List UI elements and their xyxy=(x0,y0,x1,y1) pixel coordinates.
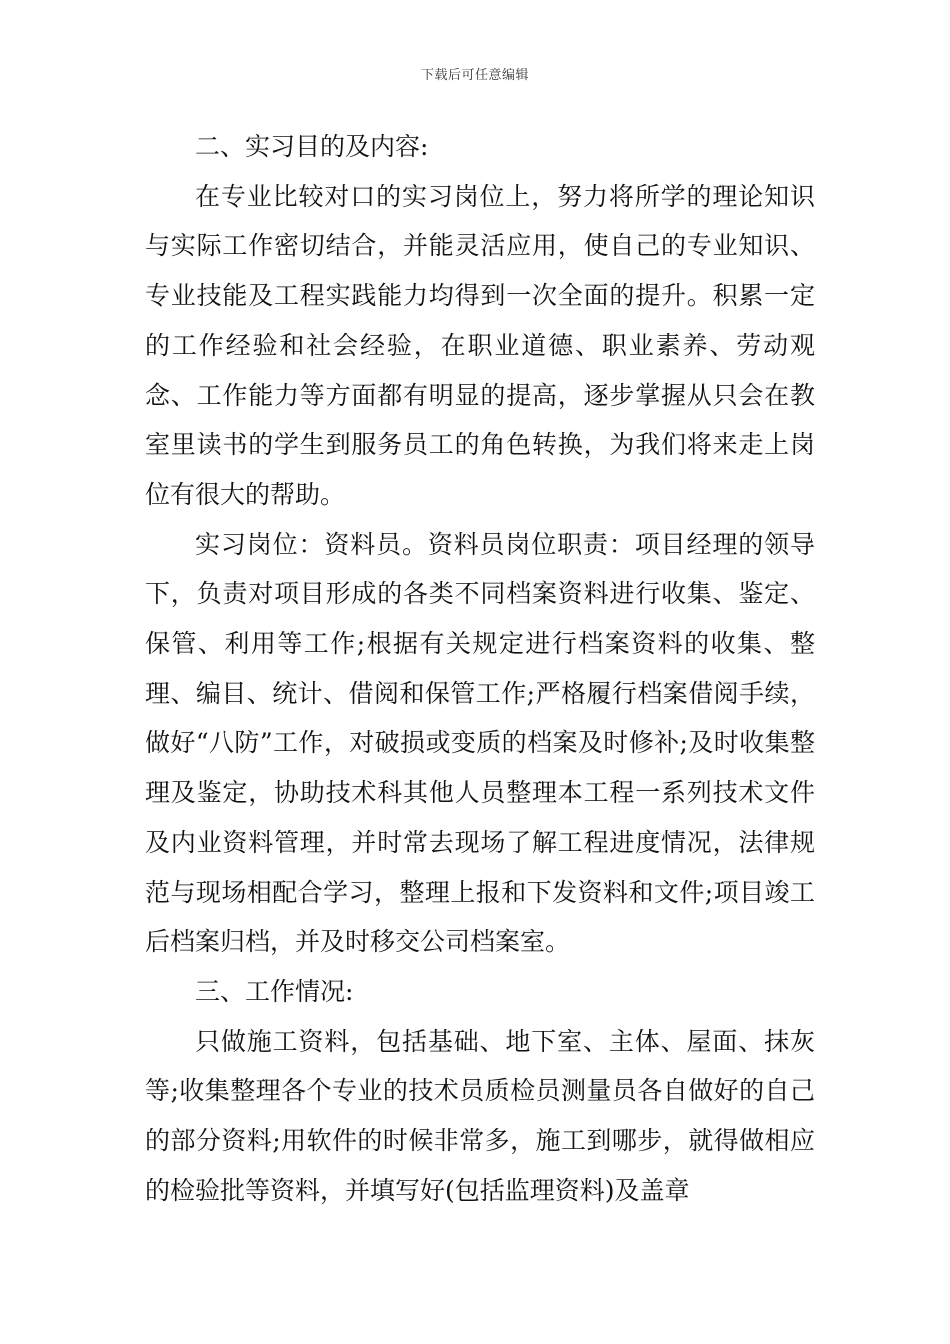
paragraph-work-details: 只做施工资料，包括基础、地下室、主体、屋面、抹灰等;收集整理各个专业的技术员质检员测量员各自做好的自己的部分资料;用软件的时候非常多，施工到哪步，就得做相应的检验批等资料，并填写好(包括监理资料)及盖章 xyxy=(145,1026,815,1205)
document-body xyxy=(145,122,815,1215)
section-heading-objectives: 二、实习目的及内容: xyxy=(195,132,429,161)
paragraph-position-duties: 实习岗位：资料员。资料员岗位职责：项目经理的领导下，负责对项目形成的各类不同档案资料进行收集、鉴定、保管、利用等工作;根据有关规定进行档案资料的收集、整理、编目、统计、借阅和保管工作;严格履行档案借阅手续，做好“八防”工作，对破损或变质的档案及时修补;及时收集整理及鉴定，协助技术科其他人员整理本工程一系列技术文件及内业资料管理，并时常去现场了解工程进度情况，法律规范与现场相配合学习，整理上报和下发资料和文件;项目竣工后档案归档，并及时移交公司档案室。 xyxy=(145,529,815,957)
page-header-note: 下载后可任意编辑 xyxy=(420,68,529,83)
paragraph-objectives: 在专业比较对口的实习岗位上，努力将所学的理论知识与实际工作密切结合，并能灵活应用，使自己的专业知识、专业技能及工程实践能力均得到一次全面的提升。积累一定的工作经验和社会经验，在职业道德、职业素养、劳动观念、工作能力等方面都有明显的提高，逐步掌握从只会在教室里读书的学生到服务员工的角色转换，为我们将来走上岗位有很大的帮助。 xyxy=(145,181,815,509)
section-heading-work: 三、工作情况: xyxy=(195,976,354,1006)
